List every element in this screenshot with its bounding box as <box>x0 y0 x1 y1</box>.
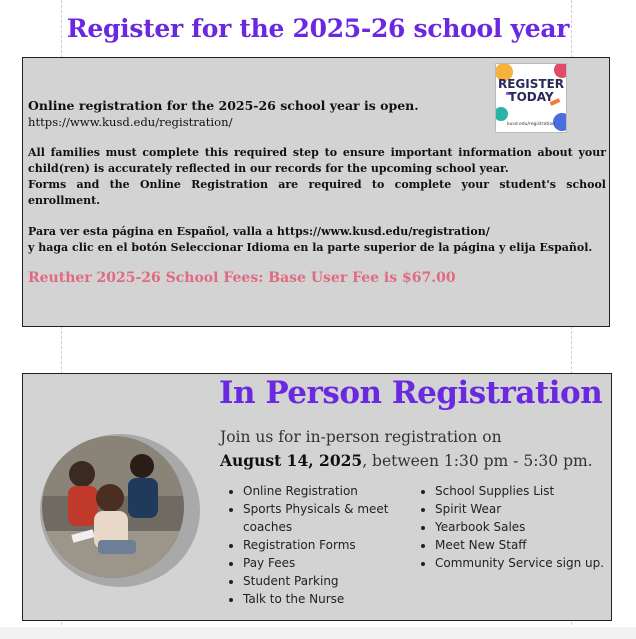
activities-list-right <box>415 482 615 572</box>
badge-text: REGISTER TODAY <box>497 77 565 104</box>
photo-ring <box>40 434 200 587</box>
forms-paragraph: Forms and the Online Registration are required to complete your student's school enrollment. <box>28 178 606 207</box>
registration-url[interactable]: https://www.kusd.edu/registration/ <box>28 115 233 129</box>
online-heading: Online registration for the 2025-26 school year is open. <box>28 98 419 113</box>
list-item: • Student Parking <box>243 572 423 590</box>
list-item: • School Supplies List <box>435 482 615 500</box>
school-fees: Reuther 2025-26 School Fees: Base User Fee is $67.00 <box>28 270 456 286</box>
event-date: August 14, 2025 <box>220 451 363 470</box>
list-item: • Meet New Staff <box>435 536 615 554</box>
list-item: • Talk to the Nurse <box>243 590 423 608</box>
event-time: , between 1:30 pm - 5:30 pm. <box>362 452 593 470</box>
list-item: • Community Service sign up. <box>435 554 615 572</box>
join-line: Join us for in-person registration on <box>220 428 502 446</box>
spanish-line-1: Para ver esta página en Español, valla a https://www.kusd.edu/registration/ <box>28 225 490 238</box>
in-person-registration-box <box>22 373 612 621</box>
list-item: • Online Registration <box>243 482 423 500</box>
page-title: Register for the 2025-26 school year <box>66 14 570 43</box>
list-item: • Registration Forms <box>243 536 423 554</box>
list-item: • Spirit Wear <box>435 500 615 518</box>
online-registration-box <box>22 57 610 327</box>
students-photo-icon <box>42 436 184 578</box>
in-person-title: In Person Registration <box>219 375 603 411</box>
students-photo <box>42 436 184 578</box>
spanish-line-2: y haga clic en el botón Seleccionar Idioma en la parte superior de la página y elija Español. <box>28 241 593 254</box>
list-item: • Sports Physicals & meet coaches <box>243 500 423 536</box>
badge-url: kusd.edu/registration <box>507 122 555 127</box>
footer-strip <box>0 627 636 639</box>
families-paragraph: All families must complete this required step to ensure important information about your child(ren) is accurately reflected in our records for the upcoming school year. <box>28 146 606 175</box>
list-item: • Yearbook Sales <box>435 518 615 536</box>
join-text <box>220 426 600 473</box>
list-item: • Pay Fees <box>243 554 423 572</box>
activities-list-left <box>223 482 423 608</box>
